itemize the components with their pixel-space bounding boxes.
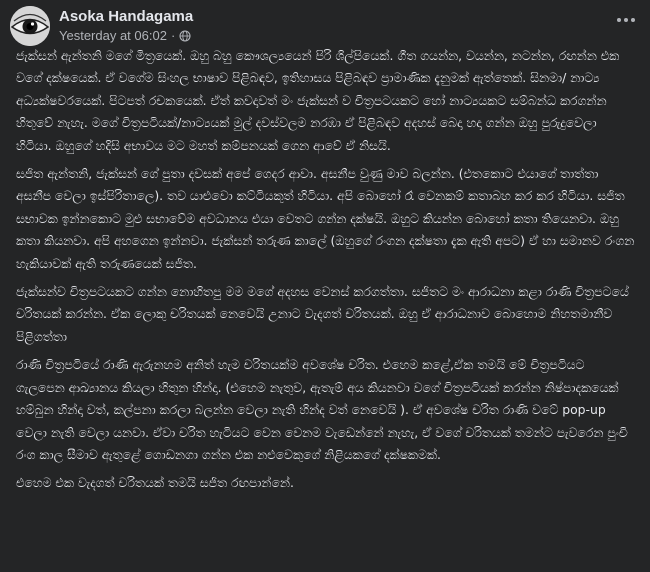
author-name[interactable]: Asoka Handagama <box>59 8 194 25</box>
post-header <box>10 6 640 46</box>
more-horizontal-icon <box>616 17 636 23</box>
post-paragraph: ජැක්සන්ව චිත්‍රපටයකට ගන්න නොහිතපු මම මගේ අදහස වෙනස් කරගත්තා. සජිතට මං ආරාධනා කළා රාණි චිත්‍රපටයේ චරිතයක් කරන්න. ඒක ලොකු චරිතයක් නෙවෙයි උනාට වැදගත් චරිතයක්. ඔහු ඒ ආරාධනාව බොහොම නිහතමානීව පිළිගත්තා <box>16 284 629 344</box>
post-paragraph: රාණි චිත්‍රපටියේ රාණි ඇරුනහම අනිත් හැම චරිතයක්ම අවශේෂ චරිත. එහෙම කළේ,ඒක තමයි මේ චිත්‍රපටියට ගැලපෙන ආඛ්‍යානය කියලා හිතුන හින්දා. (එහෙම නැතුව, ඇතැම් අය කියනවා වගේ චිත්‍රපටියක් කරන්න නිෂ්පාදකයෙක් හම්බුන හින්දා වත්, කල්පනා කරලා බලන්න වෙලා නැති හින්ද වත් නෙවෙයි ). ඒ අවශේෂ චරිත රාණි වටේ pop-up වෙලා නැති වෙලා යනවා. ඒවා චරිත හැටියට වෙන වෙනම වැඩෙන්නේ නැහැ, ඒ වගේ චරිතයක් තමන්ට පැවරෙන පුංචි රංග කාල සීමාව ඇතුළේ ගොඩනගා ගන්න එක නළුවෙකුගේ නිළියකගේ දක්ෂකමක්. <box>16 357 628 462</box>
more-options-button[interactable] <box>612 10 640 30</box>
post-body <box>16 45 636 501</box>
post-paragraph: ජැක්සන් ඇන්තනි මගේ මිත්‍රයෙක්. ඔහු බහු කෞශල්‍යයෙන් පිරි ශිල්පියෙක්. ගීත ගයන්න, වයන්න, නටන්න, රඟන්න එක වගේ දක්ෂයෙක්. ඒ වගේම සිංහල භාෂාව පිළිබඳව, ඉතිහාසය පිළිබඳව ප්‍රාමාණික දැනුමක් ඇත්තෙක්. සිනමා/ නාට්‍ය අධ්‍යක්ෂවරයෙක්. පිටපත් රචකයෙක්. ඒත් කවදාවත් මං ජැක්සන් ව චිත්‍රපටයකට හෝ නාට්‍යයකට සම්බන්ධ කරගන්න හිතුවේ නැහැ. මගේ චිත්‍රපටියක්/නාට්‍යයක් මුල් දවස්වලම නරඹා ඒ පිළිබඳව අදහස් බෙදා හදා ගන්න ඔහු පුරුදුවෙලා හිටියා. ඔහුගේ හදිසි අභාවය මට මහත් කම්පනයක් ගෙන ආවේ ඒ නිසයි. <box>16 48 620 153</box>
eye-avatar-image <box>10 6 50 46</box>
post-paragraph: සජිත ඇන්තනි, ජැක්සන් ගේ පුතා දවසක් අපේ ගෙදර ආවා. අසනීප වුණු මාව බලන්න. (එතකොට එයාගේ තාත්තා අසනීප වෙලා ඉස්පිරිතාලෙ). තව යාළුවො කට්ටියකුත් හිටියා. අපි බොහෝ රෑ වෙනකම් කතාබහ කර කර හිටියා. සජිත සභාවක ඉන්නකොට මුළු සභාවේම අවධානය එයා වෙතට ගන්න දක්ෂයි. ඔහුට කියන්න බොහෝ කතා තියෙනවා. ඔහු කතා කියනවා. අපි අහගෙන ඉන්නවා. ජැක්සන් තරුණ කාලේ (ඔහුගේ රංගන දක්ෂතා දැක ඇති අපට) ඒ හා සමානව රංගන හැකියාවක් ඇති තරුණයෙක් සජිත. <box>16 166 635 271</box>
globe-icon[interactable] <box>179 30 191 42</box>
author-avatar[interactable] <box>10 6 50 46</box>
meta-separator: · <box>170 28 176 43</box>
post-paragraph: එහෙම එක වැදගත් චරිතයක් තමයි සජිත රඟපාන්නේ. <box>16 475 294 491</box>
post-timestamp[interactable]: Yesterday at 06:02 <box>59 28 167 43</box>
post-meta <box>59 28 191 43</box>
